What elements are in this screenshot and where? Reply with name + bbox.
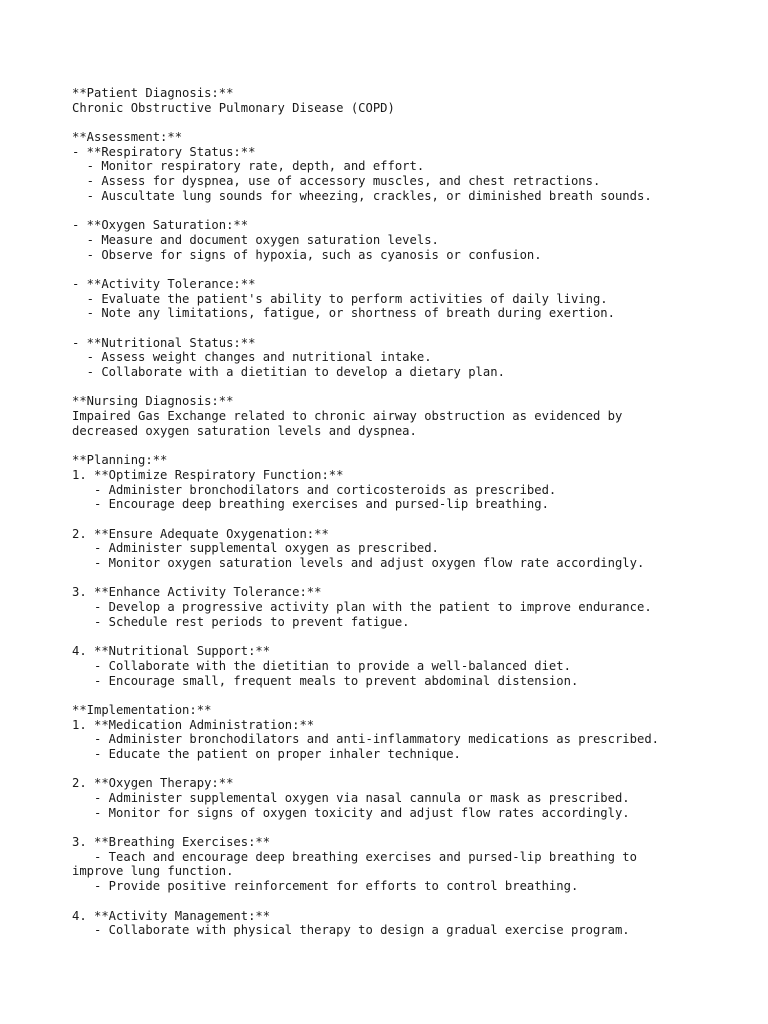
text-line: - Monitor for signs of oxygen toxicity and adjust flow rates accordingly. xyxy=(72,805,630,820)
text-line: - **Oxygen Saturation:** xyxy=(72,218,249,233)
text-line: 1. **Medication Administration:** xyxy=(72,717,315,732)
text-line: - Note any limitations, fatigue, or shortness of breath during exertion. xyxy=(72,306,615,321)
text-line xyxy=(72,380,752,395)
text-line: - Administer supplemental oxygen as prescribed. xyxy=(72,541,439,556)
text-line: **Assessment:** xyxy=(72,130,183,145)
text-line: - Administer supplemental oxygen via nasal cannula or mask as prescribed. xyxy=(72,791,630,805)
text-line: - Develop a progressive activity plan with the patient to improve endurance. xyxy=(72,600,652,615)
text-line: - Auscultate lung sounds for wheezing, crackles, or diminished breath sounds. xyxy=(72,188,652,203)
text-line: - Provide positive reinforcement for efforts to control breathing. xyxy=(72,879,579,894)
text-line: - Teach and encourage deep breathing exercises and pursed-lip breathing to xyxy=(72,849,637,864)
text-line xyxy=(72,629,752,644)
text-line: Impaired Gas Exchange related to chronic airway obstruction as evidenced by xyxy=(72,409,623,424)
text-line: 4. **Nutritional Support:** xyxy=(72,644,271,659)
text-line: - Assess for dyspnea, use of accessory muscles, and chest retractions. xyxy=(72,174,601,189)
text-line: 1. **Optimize Respiratory Function:** xyxy=(72,467,344,482)
text-line xyxy=(72,820,752,835)
document-page xyxy=(72,86,752,938)
text-line: - Monitor oxygen saturation levels and adjust oxygen flow rate accordingly. xyxy=(72,556,645,570)
text-line: - **Activity Tolerance:** xyxy=(72,276,256,291)
text-line xyxy=(72,115,752,130)
text-line xyxy=(72,262,752,277)
text-line: 2. **Oxygen Therapy:** xyxy=(72,776,234,791)
text-line: - Collaborate with a dietitian to develop a dietary plan. xyxy=(72,365,505,380)
text-line xyxy=(72,439,752,454)
text-line: - Collaborate with physical therapy to design a gradual exercise program. xyxy=(72,923,630,938)
text-line: **Planning:** xyxy=(72,453,168,468)
text-line: **Patient Diagnosis:** xyxy=(72,86,234,100)
text-line: - Collaborate with the dietitian to provide a well-balanced diet. xyxy=(72,658,571,673)
text-line xyxy=(72,688,752,703)
text-line: 3. **Breathing Exercises:** xyxy=(72,835,271,850)
text-line: 2. **Ensure Adequate Oxygenation:** xyxy=(72,526,329,541)
text-line: **Implementation:** xyxy=(72,702,212,717)
text-line xyxy=(72,512,752,527)
text-line: Chronic Obstructive Pulmonary Disease (COPD) xyxy=(72,100,395,115)
text-line xyxy=(72,571,752,586)
text-line: - **Respiratory Status:** xyxy=(72,144,256,159)
text-line: **Nursing Diagnosis:** xyxy=(72,394,234,409)
text-line xyxy=(72,204,752,219)
text-line: - Administer bronchodilators and corticosteroids as prescribed. xyxy=(72,482,557,497)
text-line: - Assess weight changes and nutritional intake. xyxy=(72,350,432,365)
text-line: - Measure and document oxygen saturation levels. xyxy=(72,232,439,247)
text-line: - Encourage small, frequent meals to prevent abdominal distension. xyxy=(72,673,579,688)
text-line: - Encourage deep breathing exercises and pursed-lip breathing. xyxy=(72,497,549,512)
text-line: - **Nutritional Status:** xyxy=(72,335,256,350)
text-line: - Observe for signs of hypoxia, such as cyanosis or confusion. xyxy=(72,247,542,262)
text-line xyxy=(72,321,752,336)
text-line: - Schedule rest periods to prevent fatigue. xyxy=(72,614,410,629)
text-line xyxy=(72,762,752,777)
text-line xyxy=(72,894,752,909)
text-line: 3. **Enhance Activity Tolerance:** xyxy=(72,585,322,600)
text-line: - Monitor respiratory rate, depth, and effort. xyxy=(72,159,425,174)
document-body xyxy=(72,86,752,938)
text-line: improve lung function. xyxy=(72,864,234,879)
text-line: - Administer bronchodilators and anti-inflammatory medications as prescribed. xyxy=(72,732,659,747)
text-line: decreased oxygen saturation levels and dyspnea. xyxy=(72,423,417,438)
text-line: - Educate the patient on proper inhaler technique. xyxy=(72,746,461,761)
text-line: - Evaluate the patient's ability to perform activities of daily living. xyxy=(72,291,608,306)
text-line: 4. **Activity Management:** xyxy=(72,908,271,923)
